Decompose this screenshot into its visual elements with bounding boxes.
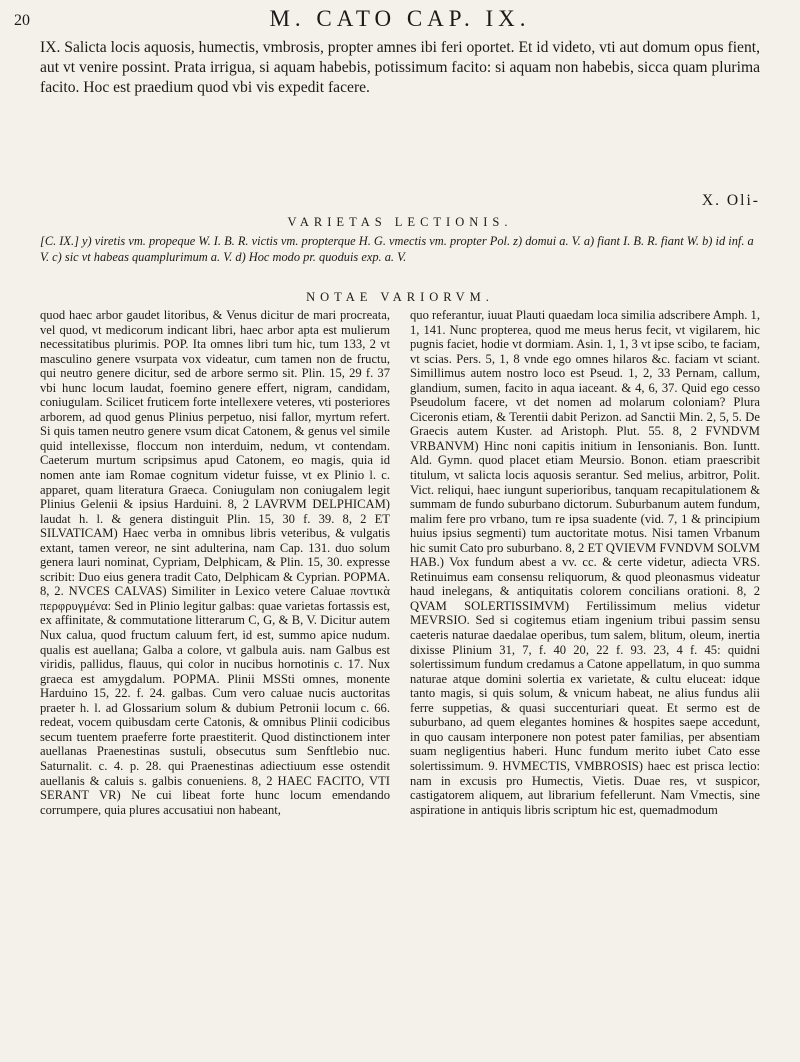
notes-left-text: quod haec arbor gaudet litoribus, & Venus dicitur de mari procreata, vel quod, vt medicorum indicant libri, haec arbor apta est mulierum necessitatibus plurimis. POP. Ita omnes libri tum hic, tum 133, 2 vt masculino genere vsurpata vox videatur, cum tamen non de fructu, qui neutro genere dicitur, sed de arbore sermo sit. Plin. 15, 29 f. 37 vbi hunc locum laudat, foemino genere effert, nigram, candidam, coniugulam. Scilicet fruticem forte intellexere veteres, vti posteriores arborem, ad quod genus Plinius perpetuo, nisi fallor, myrtum refert. Si quis tamen neutro genere vsum dicat Catonem, & genus vel simile quid intellexisse, floccum non interduim, nedum, vt contendam. Caeterum murtum scripsimus apud Catonem, eo magis, quia id nomen ante iam Romae cognitum videtur fuisse, vt ex Plinio l. c. apparet, quam literatura Graeca. Coniugulam non coniugalem legit Plinius Gelenii & ipsius Harduini. 8, 2 LAVRVM DELPHICAM) laudat h. l. & genera distinguit Plin. 15, 30 f. 39. 8, 2 ET SILVATICAM) Haec verba in omnibus libris veteribus, & vulgatis extant, tamen vereor, ne sint adulterina, nam Cap. 131. duo solum genera lauri nominat, Cypriam, Delphicam, & Plin. 15, 30. expresse scribit: Duo eius genera tradit Cato, Delphicam & Cyprian. POPMA. 8, 2. NVCES CALVAS) Similiter in Lexico vetere Caluae ποντικὰ περφρυγμένα: Sed in Plinio legitur galbas: quae varietas fortassis est, ex affinitate, & commutatione litterarum C, G, & B, V. Dicitur autem Nux calua, quod fructum caluum fert, id est, summo apice nudum. qualis est auellana; Galba a colore, vt galbula auis. nam Galbus est viridis, pallidus, flauus, qui color in nucibus hornotinis c. 17. Nux graeca est amygdalum. POPMA. Plinii MSSti omnes, monente Harduino 15, 22. f. 24. galbas. Cum vero caluae nucis auctoritas praeter h. l. ad Glossarium solum & dubium Petronii locum c. 66. redeat, vocem quibusdam certe Catonis, & omnibus Plinii codicibus secum tuentem praeferre forte praestiterit. Quod distinctionem inter auellanas Praenestinas sustuli, obsecutus sum Senftlebio nuc. Saturnalit. c. 4. p. 28. qui Praenestinas adiectiuum esse ostendit auellanis & caluis s. galbis conueniens. 8, 2 HAEC FACITO, VTI SERANT VR) Ne cui libeat forte hunc locum emendando corrumpere, quia plures accusatiui non habeant, bbox=[40, 308, 390, 817]
book-page bbox=[14, 0, 760, 1062]
chapter-paragraph: IX. Salicta locis aquosis, humectis, vmbrosis, propter amnes ibi feri oportet. Et id videto, vti aut domum opus fient, aut vt venire possint. Prata irrigua, si aquam habebis, potissimum facito: si aquam non habebis, sicca quam plurima facito. Hoc est praedium quod vbi vis expedit facere. bbox=[40, 39, 760, 96]
running-head: M. CATO CAP. IX. bbox=[269, 6, 531, 31]
page-header bbox=[14, 6, 760, 36]
variant-readings-text: [C. IX.] y) viretis vm. propeque W. I. B. R. victis vm. propterque H. G. vmectis vm. propter Pol. z) domui a. V. a) fiant I. B. R. fiant W. b) id inf. a V. c) sic vt habeas quamplurimum a. V. d) Hoc modo pr. quoduis exp. a. V. bbox=[40, 234, 754, 264]
main-text bbox=[40, 38, 760, 98]
catchword: X. Oli- bbox=[701, 192, 760, 209]
variants-heading: VARIETAS LECTIONIS. bbox=[287, 215, 513, 229]
notes-right-column bbox=[410, 308, 760, 817]
page-number: 20 bbox=[14, 12, 30, 29]
notes-heading: NOTAE VARIORVM. bbox=[306, 290, 494, 304]
notes-left-column bbox=[40, 308, 390, 817]
notes-right-text: quo referantur, iuuat Plauti quaedam loca similia adscribere Amph. 1, 1, 141. Nunc propterea, quod me meus herus fecit, vt vigilarem, hic pugnis faciet, hodie vt dormiam. Asin. 1, 1, 3 vt ipse scibo, te faciam, vt scias. Pers. 5, 1, 8 vnde ego omnes hilaros &c. faciam vt sciant. Simillimus autem nostro loco est Pseud. 1, 2, 33 Pernam, callum, glandium, sumen, facito in aqua iaceant. & 4, 6, 37. Quid ego cesso Pseudolum facere, vt det nomen ad molarum coloniam? Plura Ciceronis etiam, & Terentii dabit Perizon. ad Sanctii Min. 2, 5, 5. De Graecis autem Kuster. ad Aristoph. Plut. 55. 8, 2 FVNDVM VRBANVM) Hinc noni capitis initium in Iensonianis. Bon. Iuntt. Ald. Gymn. quod placet etiam Meursio. Bonon. etiam praescribit titulum, vt salicta locis aquosis serantur. Sed melius, arbitror, Polit. Vict. reliqui, haec iungunt superioribus, tanquam recapitulationem & summam de fundo suburbano dictorum. Suburbanum autem fundum, malim fere pro vrbano, tum re ipsa suadente (vid. 7, 1 & principium huius ipsius segmenti) tum auctoritate motus. Nisi tamen Vrbanum hic sumit Cato pro suburbano. 8, 2 ET QVIEVM FVNDVM SOLVM HAB.) Vox fundum abest a vv. cc. & certe videtur, adiecta VRS. Retinuimus eam consensu reliquorum, & quod pleonasmus videatur haud inelegans, & antiquitatis colorem concilians orationi. 8, 2 QVAM SOLERTISSIMVM) Fertilissimum melius videtur MEVRSIO. Sed si cogitemus etiam ingenium tribui passim sensu caeteris naturae daedalae operibus, tum salem, blitum, oleum, inertia dixisse Plinium 31, 7, f. 40 20, 22 f. 93. 23, 4 f. 45: quidni solertissimum fundum credamus a Catone appellatum, in quo summa naturae atque domini solertia ex varietate, & cultu eluceat: idque tanto magis, si quis solum, & vnicum habeat, ne alius fundus alii ferre suppetias, & quasi succenturiari queat. Et sermo est de suburbano, ad quem elegantes homines & hospites saepe accedunt, in quo causam interponere non potest pater familias, per absentiam suam negligentius haberi. Hunc fundum merito iubet Cato esse solertissimum. 9. HVMECTIS, VMBROSIS) haec est prisca lectio: nam in excusis pro Humectis, Vietis. Duae res, vt suspicor, castigatorem aliquem, aut librarium fefellerunt. Nam Vmectis, sine aspiratione in antiquis libris scriptum hic est, quemadmodum bbox=[410, 308, 760, 817]
variant-readings bbox=[40, 233, 760, 265]
